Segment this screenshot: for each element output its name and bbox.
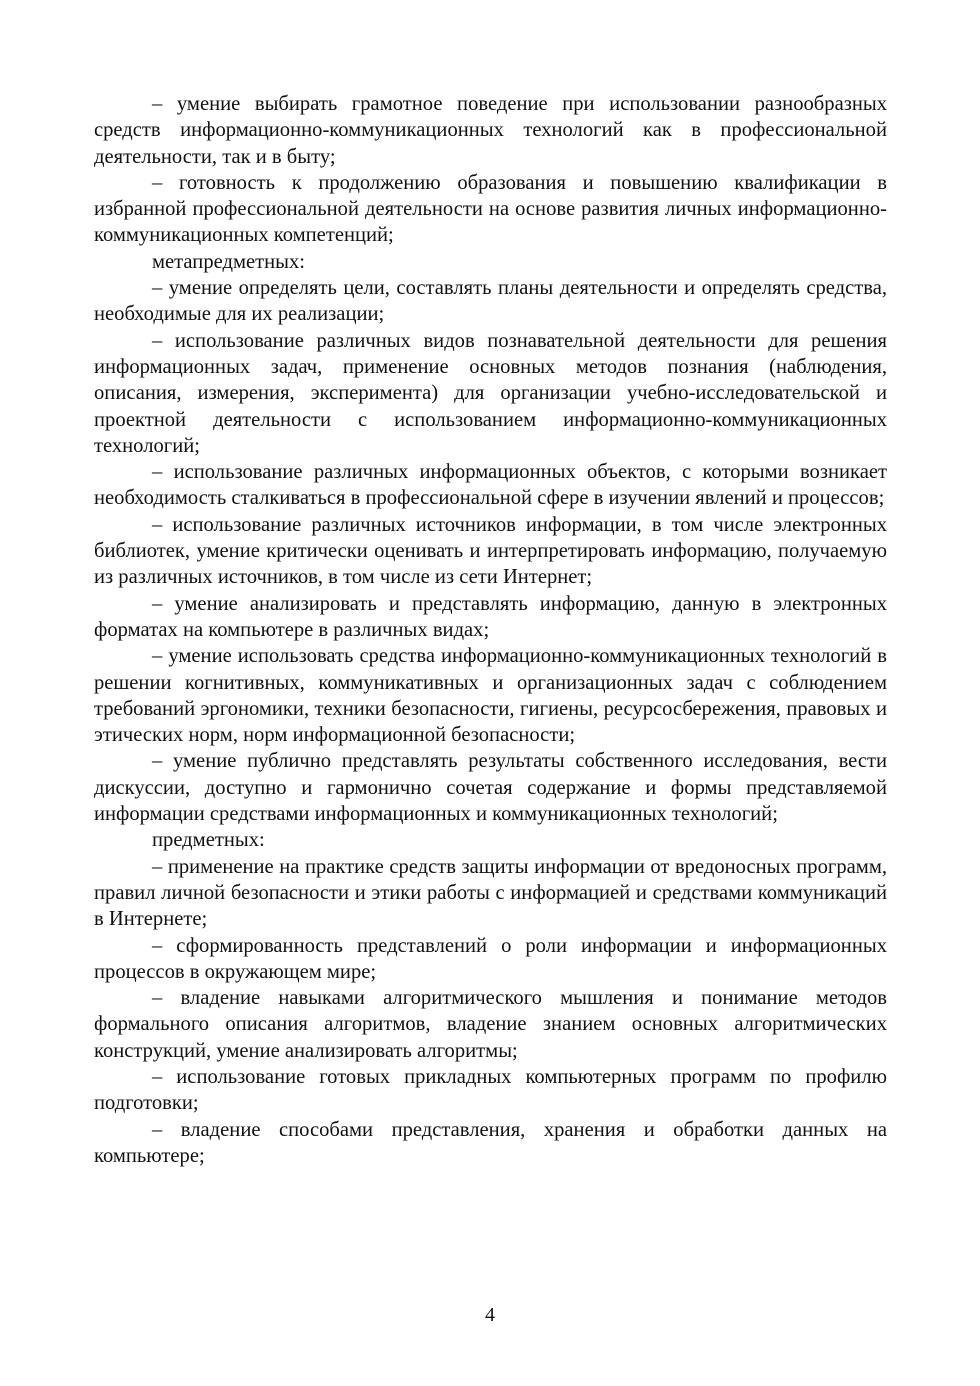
page-number: 4 [485, 1304, 495, 1326]
paragraph: – использование различных информационных объектов, с которыми возникает необходимость сталкиваться в профессиональной сфере в изучении явлений и процессов; [94, 461, 887, 510]
section-label-subject: предметных: [152, 829, 265, 852]
paragraph: – использование различных видов познавательной деятельности для решения информационных задач, применение основных методов познания (наблюдения, описания, измерения, эксперимента) для организации учебно-исследовательской и проектной деятельности с использованием информационно-коммуникационных технологий; [94, 329, 887, 457]
body-text [94, 91, 887, 1169]
paragraph: – владение способами представления, хранения и обработки данных на компьютере; [94, 1118, 887, 1167]
section-label-metasubject: метапредметных: [152, 250, 306, 273]
paragraph: – умение публично представлять результаты собственного исследования, вести дискуссии, доступно и гармонично сочетая содержание и формы представляемой информации средствами информационных и коммуникационных технологий; [94, 750, 887, 826]
paragraph: – использование различных источников информации, в том числе электронных библиотек, умение критически оценивать и интерпретировать информацию, получаемую из различных источников, в том числе из сети Интернет; [94, 513, 887, 589]
paragraph: – умение анализировать и представлять информацию, данную в электронных форматах на компьютере в различных видах; [94, 592, 887, 641]
paragraph: – умение использовать средства информационно-коммуникационных технологий в решении когнитивных, коммуникативных и организационных задач с соблюдением требований эргономики, техники безопасности, гигиены, ресурсосбережения, правовых и этических норм, норм информационной безопасности; [94, 645, 887, 747]
paragraph: – умение определять цели, составлять планы деятельности и определять средства, необходимые для их реализации; [94, 277, 887, 326]
paragraph: – умение выбирать грамотное поведение при использовании разнообразных средств информационно-коммуникационных технологий как в профессиональной деятельности, так и в быту; [94, 93, 887, 168]
paragraph: – применение на практике средств защиты информации от вредоносных программ, правил личной безопасности и этики работы с информацией и средствами коммуникаций в Интернете; [94, 855, 887, 931]
paragraph: – использование готовых прикладных компьютерных программ по профилю подготовки; [94, 1065, 887, 1115]
paragraph: – владение навыками алгоритмического мышления и понимание методов формального описания алгоритмов, владение знанием основных алгоритмических конструкций, умение анализировать алгоритмы; [94, 987, 887, 1062]
paragraph: – готовность к продолжению образования и повышению квалификации в избранной профессиональной деятельности на основе развития личных информационно-коммуникационных компетенций; [94, 171, 887, 247]
paragraph: – сформированность представлений о роли информации и информационных процессов в окружающем мире; [94, 934, 887, 983]
